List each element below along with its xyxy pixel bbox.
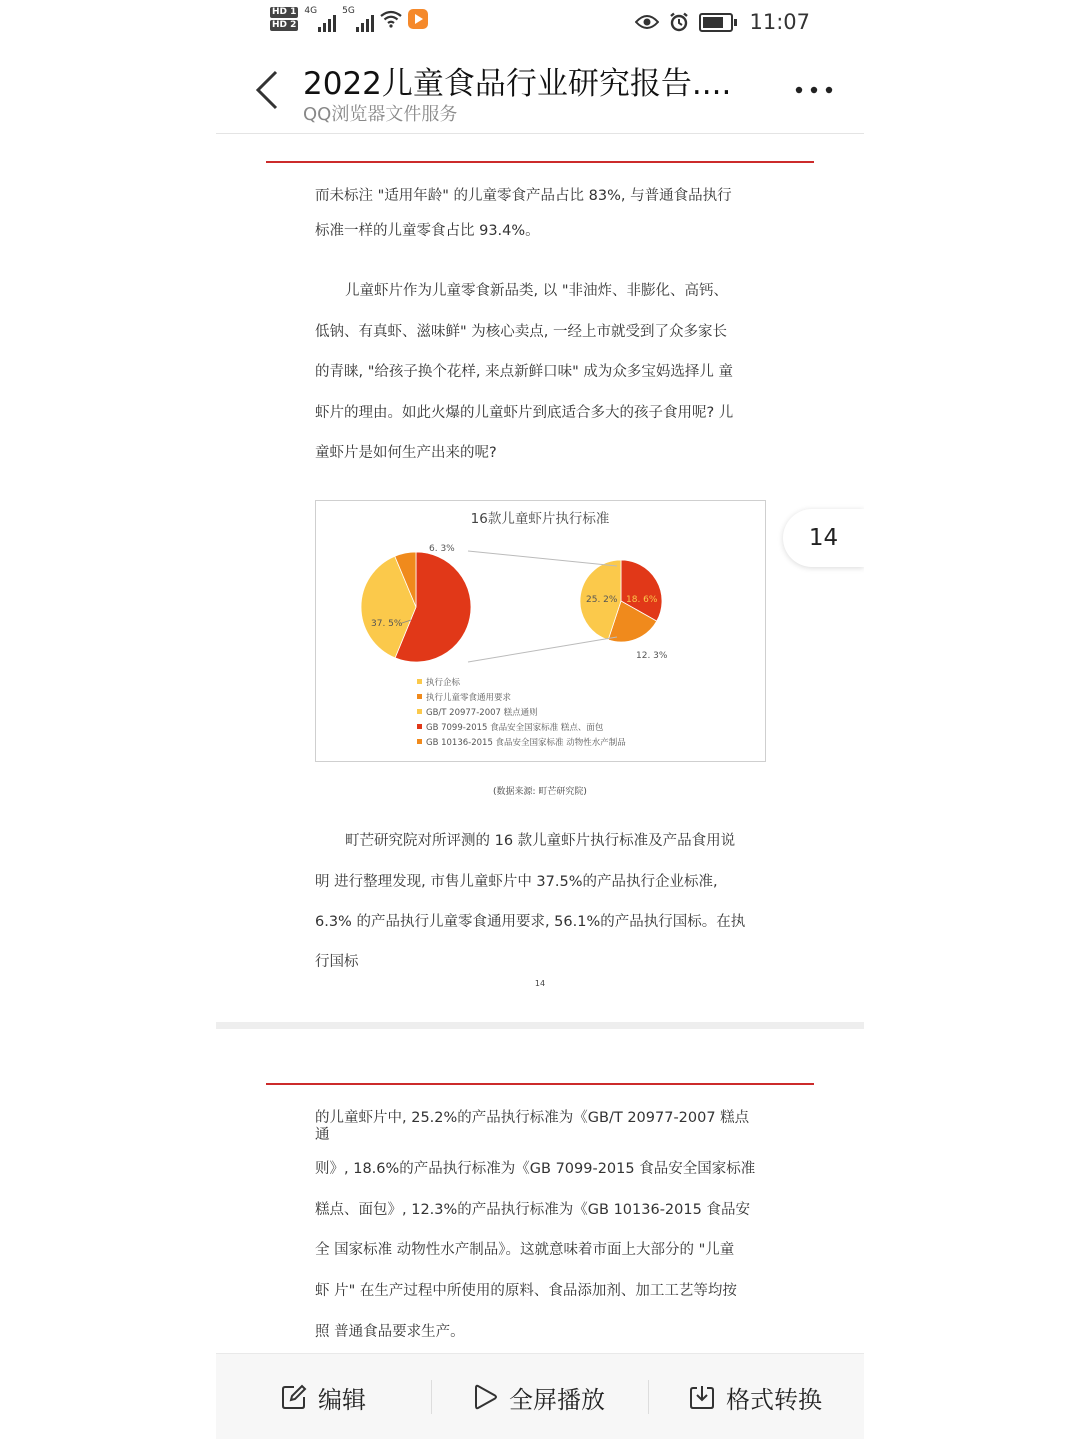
hd2-label: HD 2 <box>272 20 297 30</box>
document-page-14 <box>216 134 864 1022</box>
play-icon <box>471 1383 499 1411</box>
connector-line <box>468 637 617 662</box>
bottom-toolbar <box>216 1353 864 1439</box>
pie-of-pie-chart <box>316 501 765 761</box>
chart-title: 16款儿童虾片执行标准 <box>470 511 610 527</box>
toolbar-divider <box>431 1380 432 1414</box>
battery-icon <box>699 13 733 32</box>
more-icon[interactable] <box>794 85 834 95</box>
page-indicator[interactable]: 14 <box>783 509 864 567</box>
connector-line <box>468 551 617 566</box>
legend-label: 执行企标 <box>426 678 461 688</box>
slice-label: 25. 2% <box>586 595 618 605</box>
signal-2-icon <box>342 6 374 32</box>
signal-1-icon <box>304 6 336 32</box>
legend-swatch <box>417 709 422 714</box>
page-number: 14 <box>534 979 546 988</box>
text-line: 虾片的理由。如此火爆的儿童虾片到底适合多大的孩子食用呢? 儿 <box>315 405 734 421</box>
video-app-icon <box>408 9 428 29</box>
text-line: 则》, 18.6%的产品执行标准为《GB 7099-2015 食品安全国家标准 <box>315 1161 756 1177</box>
download-file-icon <box>688 1383 716 1411</box>
legend-swatch <box>417 694 422 699</box>
page-header-rule <box>266 1083 814 1085</box>
hd1-label: HD 1 <box>272 7 297 17</box>
text-line: 通 <box>315 1127 330 1143</box>
wifi-icon <box>380 10 402 28</box>
document-viewer <box>216 0 864 1439</box>
document-page-15 <box>216 1029 864 1359</box>
chart-container <box>315 500 766 762</box>
text-line: 童虾片是如何生产出来的呢? <box>315 445 497 461</box>
text-line: 的儿童虾片中, 25.2%的产品执行标准为《GB/T 20977-2007 糕点 <box>315 1110 750 1126</box>
text-line: 照 普通食品要求生产。 <box>315 1324 465 1340</box>
legend-swatch <box>417 739 422 744</box>
edit-button[interactable] <box>280 1354 366 1439</box>
text-line: 行国标 <box>315 954 359 970</box>
hd-icon <box>270 7 298 31</box>
chart-legend <box>417 677 626 748</box>
fullscreen-play-label: 全屏播放 <box>509 1385 605 1414</box>
text-line: 全 国家标准 动物性水产制品》。这就意味着市面上大部分的 "儿童 <box>315 1242 735 1258</box>
document-title: 2022儿童食品行业研究报告.... <box>303 66 732 102</box>
network-1-label: 4G <box>304 6 318 16</box>
network-2-label: 5G <box>342 6 355 16</box>
text-line: 标准一样的儿童零食占比 93.4%。 <box>315 223 540 239</box>
legend-label: 执行儿童零食通用要求 <box>426 693 512 703</box>
text-line: 低钠、有真虾、滋味鲜" 为核心卖点, 一经上市就受到了众多家长 <box>315 324 727 340</box>
text-line: 町芒研究院对所评测的 16 款儿童虾片执行标准及产品食用说 <box>345 833 736 849</box>
legend-label: GB 7099-2015 食品安全国家标准 糕点、面包 <box>426 723 604 733</box>
legend-label: GB 10136-2015 食品安全国家标准 动物性水产制品 <box>426 738 626 748</box>
edit-icon <box>280 1383 308 1411</box>
format-convert-button[interactable] <box>688 1354 822 1439</box>
legend-label: GB/T 20977-2007 糕点通则 <box>426 708 538 718</box>
legend-swatch <box>417 724 422 729</box>
text-line: 糕点、面包》, 12.3%的产品执行标准为《GB 10136-2015 食品安 <box>315 1202 750 1218</box>
page-separator <box>216 1022 864 1029</box>
fullscreen-play-button[interactable] <box>471 1354 605 1439</box>
page-header-rule <box>266 161 814 163</box>
slice-label: 6. 3% <box>429 544 455 554</box>
text-line: 而未标注 "适用年龄" 的儿童零食产品占比 83%, 与普通食品执行 <box>315 188 732 204</box>
clock: 11:07 <box>749 10 810 34</box>
slice-label: 18. 6% <box>626 595 658 605</box>
format-convert-label: 格式转换 <box>726 1385 822 1414</box>
text-line: 虾 片" 在生产过程中所使用的原料、食品添加剂、加工工艺等均按 <box>315 1283 737 1299</box>
status-bar <box>216 0 864 48</box>
eye-icon <box>635 14 659 30</box>
text-line: 明 进行整理发现, 市售儿童虾片中 37.5%的产品执行企业标准, <box>315 874 718 890</box>
slice-label: 12. 3% <box>636 651 668 661</box>
toolbar-divider <box>648 1380 649 1414</box>
chart-source-caption: (数据来源: 町芒研究院) <box>493 787 587 797</box>
slice-label: 37. 5% <box>371 619 403 629</box>
text-line: 6.3% 的产品执行儿童零食通用要求, 56.1%的产品执行国标。在执 <box>315 914 746 930</box>
text-line: 儿童虾片作为儿童零食新品类, 以 "非油炸、非膨化、高钙、 <box>345 283 728 299</box>
legend-swatch <box>417 679 422 684</box>
back-icon[interactable] <box>252 68 282 112</box>
title-bar <box>216 48 864 134</box>
alarm-icon <box>669 12 689 32</box>
text-line: 的青睐, "给孩子换个花样, 来点新鲜口味" 成为众多宝妈选择儿 童 <box>315 364 733 380</box>
edit-label: 编辑 <box>318 1385 366 1414</box>
document-source: QQ浏览器文件服务 <box>303 104 458 125</box>
